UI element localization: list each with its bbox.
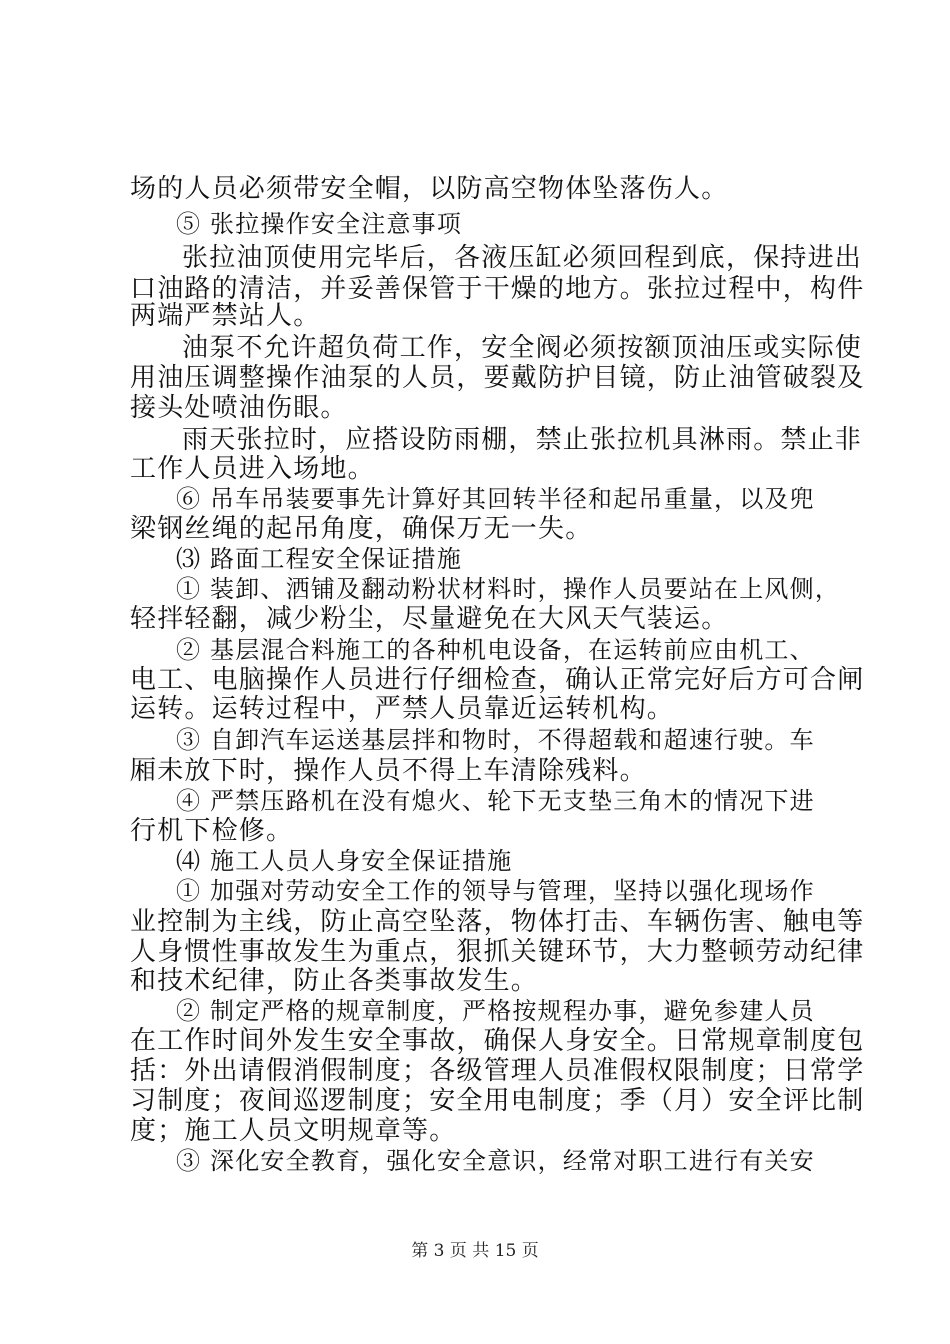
text-line-26: 人身惯性事故发生为重点，狠抓关键环节，大力整顿劳动纪律 xyxy=(130,937,865,967)
text-line-24: ① 加强对劳动安全工作的领导与管理，坚持以强化现场作 xyxy=(176,877,815,905)
text-line-33: ③ 深化安全教育，强化安全意识，经常对职工进行有关安 xyxy=(176,1147,815,1175)
section-heading-tension: ⑤ 张拉操作安全注意事项 xyxy=(176,210,463,238)
text-line-8: 接头处喷油伤眼。 xyxy=(130,393,348,423)
text-line-17: 电工、电脑操作人员进行仔细检查，确认正常完好后方可合闸 xyxy=(130,665,865,695)
text-line-3: 张拉油顶使用完毕后，各液压缸必须回程到底，保持进出 xyxy=(182,243,863,273)
text-line-31: 习制度；夜间巡逻制度；安全用电制度；季（月）安全评比制 xyxy=(130,1086,865,1116)
text-line-5: 两端严禁站人。 xyxy=(130,301,321,331)
section-heading-personnel: ⑷ 施工人员人身安全保证措施 xyxy=(176,847,513,875)
text-line-16: ② 基层混合料施工的各种机电设备，在运转前应由机工、 xyxy=(176,636,815,664)
text-line-18: 运转。运转过程中，严禁人员靠近运转机构。 xyxy=(130,694,675,724)
text-line-12: 梁钢丝绳的起吊角度，确保万无一失。 xyxy=(130,514,593,544)
text-line-15: 轻拌轻翻，减少粉尘，尽量避免在大风天气装运。 xyxy=(130,604,729,634)
text-line-10: 工作人员进入场地。 xyxy=(130,454,375,484)
text-line-22: 行机下检修。 xyxy=(130,816,294,846)
text-line-9: 雨天张拉时，应搭设防雨棚，禁止张拉机具淋雨。禁止非 xyxy=(182,425,863,455)
text-line-7: 用油压调整操作油泵的人员，要戴防护目镜，防止油管破裂及 xyxy=(130,363,865,393)
text-line-25: 业控制为主线，防止高空坠落，物体打击、车辆伤害、触电等 xyxy=(130,907,865,937)
text-line-20: 厢未放下时，操作人员不得上车清除残料。 xyxy=(130,756,647,786)
text-line-14: ① 装卸、洒铺及翻动粉状材料时，操作人员要站在上风侧， xyxy=(176,575,841,603)
text-line-11: ⑥ 吊车吊装要事先计算好其回转半径和起吊重量，以及兜 xyxy=(176,485,815,513)
text-line-29: 在工作时间外发生安全事故，确保人身安全。日常规章制度包 xyxy=(130,1026,865,1056)
text-line-21: ④ 严禁压路机在没有熄火、轮下无支垫三角木的情况下进 xyxy=(176,787,815,815)
text-line-1: 场的人员必须带安全帽，以防高空物体坠落伤人。 xyxy=(130,174,729,204)
text-line-4: 口油路的清洁，并妥善保管于干燥的地方。张拉过程中，构件 xyxy=(130,274,865,304)
text-line-30: 括：外出请假消假制度；各级管理人员准假权限制度；日常学 xyxy=(130,1056,865,1086)
text-line-6: 油泵不允许超负荷工作，安全阀必须按额顶油压或实际使 xyxy=(182,333,863,363)
page-number-footer: 第 3 页 共 15 页 xyxy=(411,1241,539,1261)
text-line-19: ③ 自卸汽车运送基层拌和物时，不得超载和超速行驶。车 xyxy=(176,726,815,754)
text-line-28: ② 制定严格的规章制度，严格按规程办事，避免参建人员 xyxy=(176,997,815,1025)
text-line-32: 度；施工人员文明规章等。 xyxy=(130,1116,457,1146)
section-heading-road: ⑶ 路面工程安全保证措施 xyxy=(176,545,463,573)
text-line-27: 和技术纪律，防止各类事故发生。 xyxy=(130,966,539,996)
